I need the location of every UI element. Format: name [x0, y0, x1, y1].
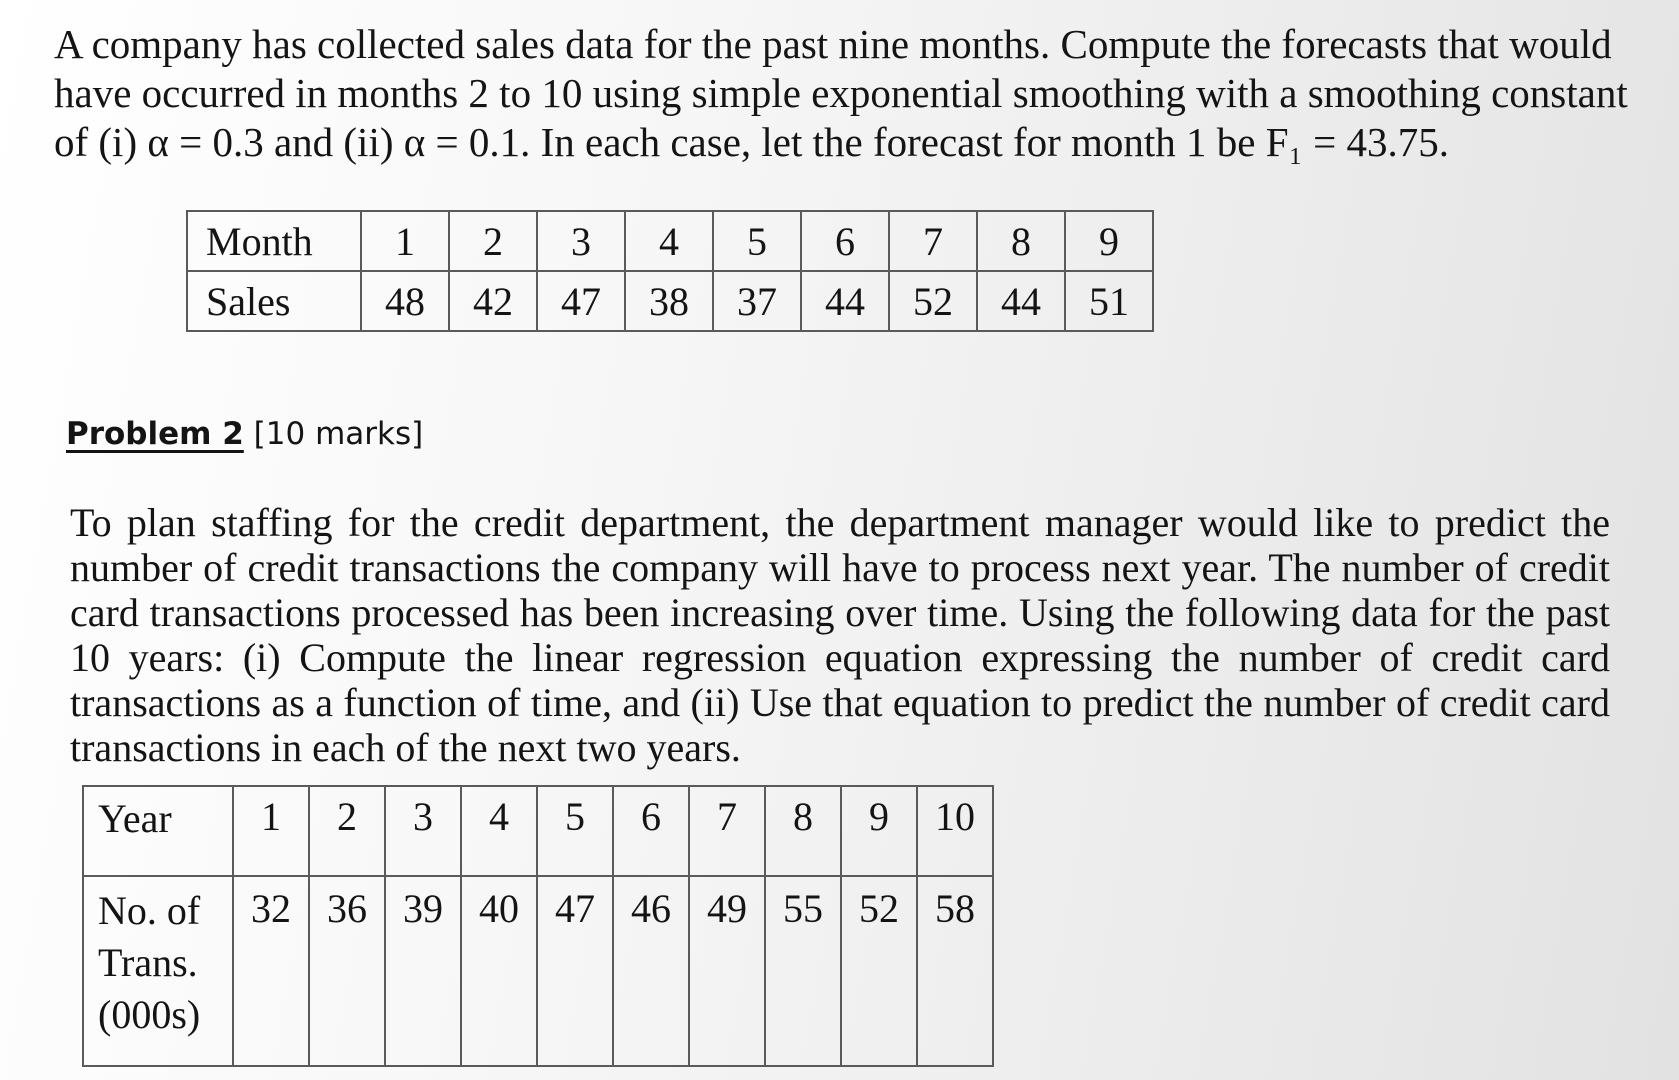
transactions-cell: 52	[841, 876, 917, 1066]
transactions-cell: 47	[537, 876, 613, 1066]
year-cell: 9	[841, 786, 917, 876]
sales-header: Sales	[187, 271, 361, 331]
transactions-cell: 49	[689, 876, 765, 1066]
month-cell: 5	[713, 211, 801, 271]
year-row	[83, 786, 993, 876]
transactions-cell: 46	[613, 876, 689, 1066]
transactions-cell: 32	[233, 876, 309, 1066]
transactions-cell: 36	[309, 876, 385, 1066]
year-cell: 1	[233, 786, 309, 876]
sales-table	[186, 210, 1154, 332]
transactions-cell: 39	[385, 876, 461, 1066]
month-cell: 6	[801, 211, 889, 271]
transactions-header	[83, 876, 233, 1066]
month-cell: 7	[889, 211, 977, 271]
year-cell: 8	[765, 786, 841, 876]
sales-cell: 48	[361, 271, 449, 331]
sales-cell: 52	[889, 271, 977, 331]
year-cell: 5	[537, 786, 613, 876]
transactions-table	[82, 785, 994, 1067]
year-cell: 2	[309, 786, 385, 876]
month-cell: 1	[361, 211, 449, 271]
year-cell: 6	[613, 786, 689, 876]
month-cell: 3	[537, 211, 625, 271]
sales-cell: 51	[1065, 271, 1153, 331]
sales-cell: 44	[977, 271, 1065, 331]
problem1-statement	[54, 20, 1644, 167]
transactions-header-line: No. of	[98, 888, 201, 933]
month-cell: 4	[625, 211, 713, 271]
year-cell: 10	[917, 786, 993, 876]
month-cell: 8	[977, 211, 1065, 271]
problem2-heading	[66, 416, 423, 452]
month-cell: 2	[449, 211, 537, 271]
transactions-row	[83, 876, 993, 1066]
transactions-cell: 40	[461, 876, 537, 1066]
transactions-header-line: (000s)	[98, 992, 201, 1037]
problem2-marks: [10 marks]	[253, 416, 424, 452]
sales-cell: 37	[713, 271, 801, 331]
problem2-label: Problem 2	[66, 416, 244, 452]
year-cell: 4	[461, 786, 537, 876]
sales-cell: 38	[625, 271, 713, 331]
problem2-text: To plan staffing for the credit department, the department manager would like to predict the number of credit transactions the company will have to process next year. The number of credit card transactions processed has been increasing over time. Using the following data for the past 10 years: (i) Compute the linear regression equation expressing the number of credit card transactions as a function of time, and (ii) Use that equation to predict the number of credit card transactions in each of the next two years.	[70, 500, 1610, 770]
problem2-statement	[70, 500, 1610, 770]
transactions-header-line: Trans.	[98, 940, 198, 985]
month-cell: 9	[1065, 211, 1153, 271]
sales-row	[187, 271, 1153, 331]
year-header: Year	[83, 786, 233, 876]
month-header: Month	[187, 211, 361, 271]
transactions-cell: 58	[917, 876, 993, 1066]
problem1-text: A company has collected sales data for the past nine months. Compute the forecasts that would have occurred in months 2 to 10 using simple exponential smoothing with a smoothing constant of (i) α = 0.3 and (ii) α = 0.1. In each case, let the forecast for month 1 be F₁ = 43.75.	[54, 21, 1628, 165]
year-cell: 7	[689, 786, 765, 876]
sales-cell: 42	[449, 271, 537, 331]
year-cell: 3	[385, 786, 461, 876]
transactions-cell: 55	[765, 876, 841, 1066]
month-row	[187, 211, 1153, 271]
sales-cell: 47	[537, 271, 625, 331]
sales-cell: 44	[801, 271, 889, 331]
